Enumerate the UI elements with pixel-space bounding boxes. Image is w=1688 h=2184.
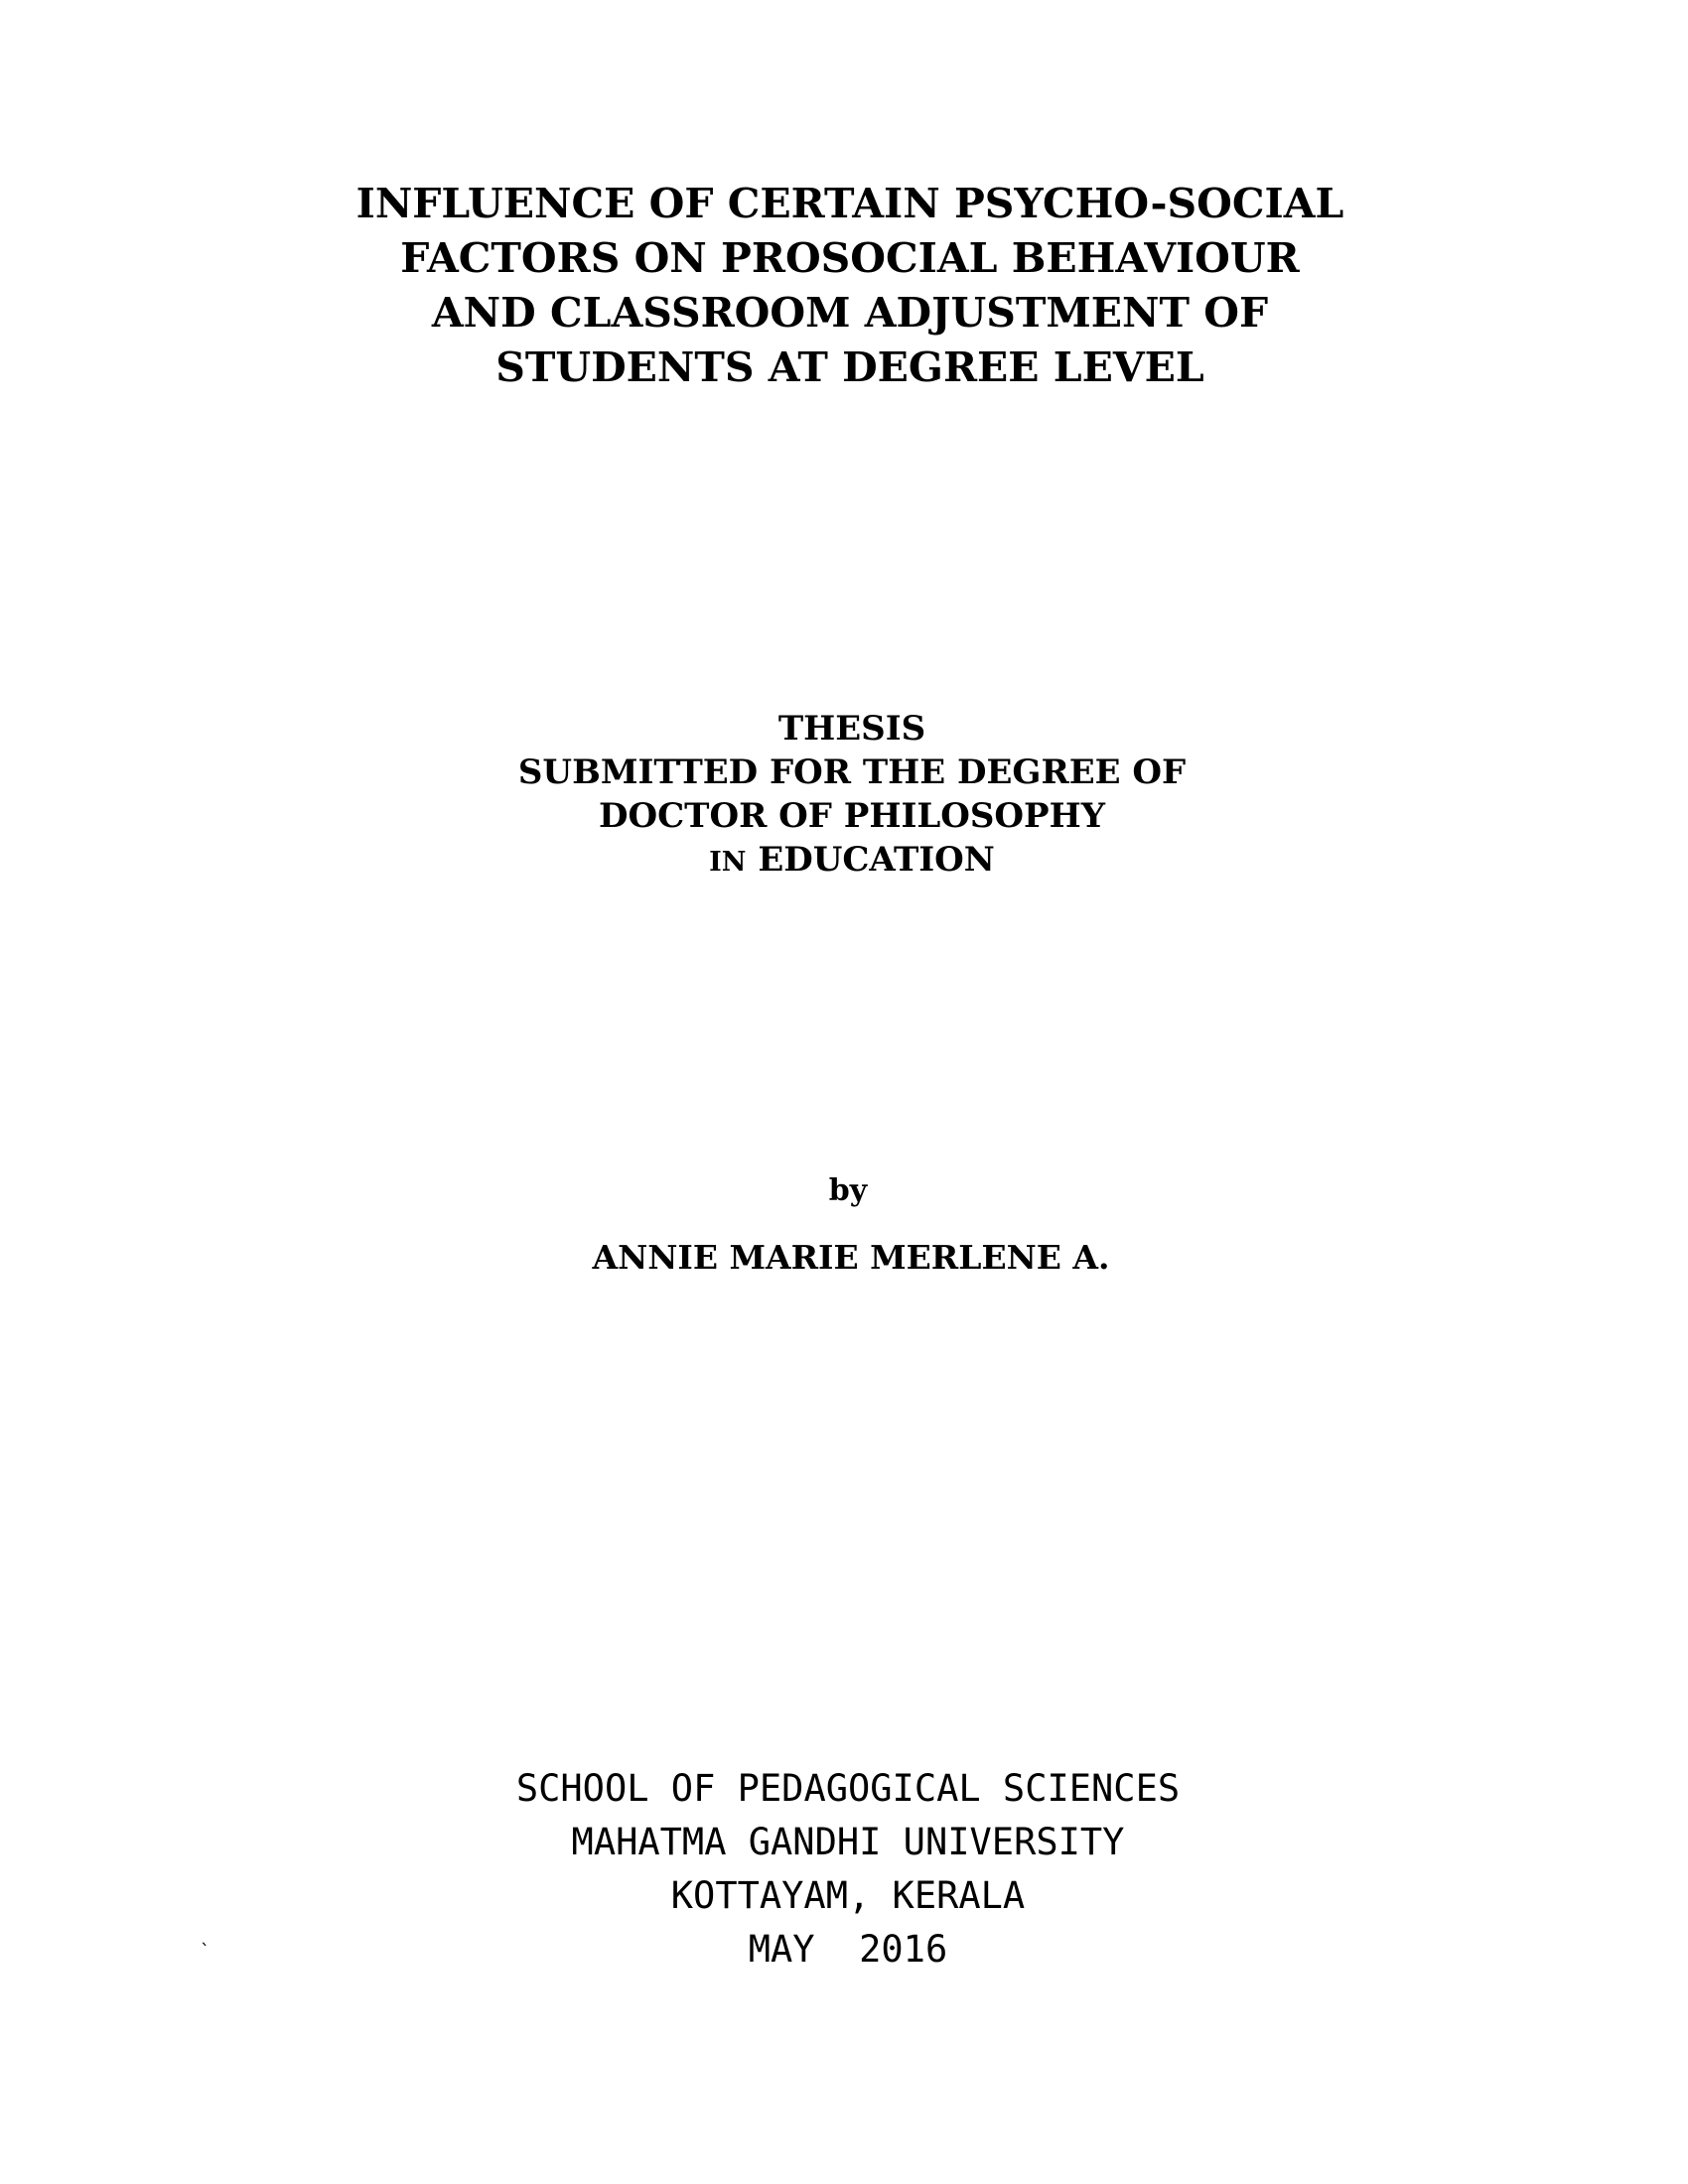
school-name: SCHOOL OF PEDAGOGICAL SCIENCES: [515, 1767, 1181, 1810]
in-word: IN: [709, 847, 747, 878]
stray-mark: `: [201, 1941, 210, 1962]
title-line-1: INFLUENCE OF CERTAIN PSYCHO-SOCIAL: [355, 180, 1344, 227]
submission-date: MAY 2016: [748, 1928, 948, 1971]
title-line-3: AND CLASSROOM ADJUSTMENT OF: [431, 289, 1269, 337]
submitted-line: SUBMITTED FOR THE DEGREE OF: [517, 752, 1187, 792]
university-name: MAHATMA GANDHI UNIVERSITY: [571, 1821, 1125, 1863]
author-name: ANNIE MARIE MERLENE A.: [592, 1238, 1110, 1277]
institution-block: [0, 1762, 1688, 1977]
by-label-block: [0, 1171, 1688, 1211]
degree-field-line: [0, 838, 1688, 885]
title-line-4: STUDENTS AT DEGREE LEVEL: [495, 343, 1204, 391]
degree-name: DOCTOR OF PHILOSOPHY: [598, 796, 1106, 836]
by-label: by: [828, 1173, 868, 1208]
author-block: [0, 1236, 1688, 1280]
location: KOTTAYAM, KERALA: [670, 1874, 1026, 1917]
thesis-label: THESIS: [777, 709, 926, 749]
degree-field: EDUCATION: [758, 840, 995, 880]
thesis-title: [0, 177, 1688, 395]
degree-statement: [0, 707, 1688, 885]
title-line-2: FACTORS ON PROSOCIAL BEHAVIOUR: [400, 234, 1300, 282]
